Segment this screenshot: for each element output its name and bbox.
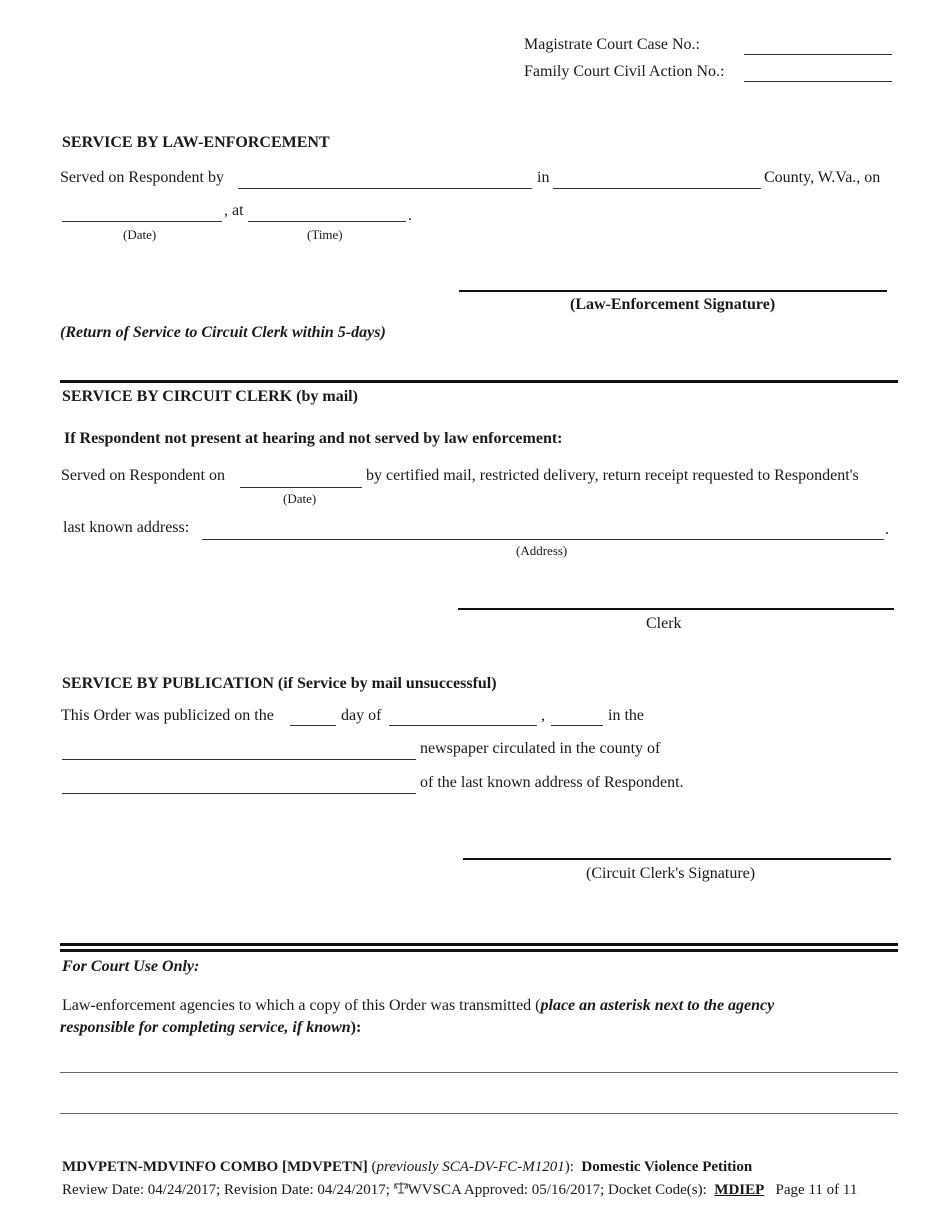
- family-case-field[interactable]: [744, 81, 892, 82]
- magistrate-case-field[interactable]: [744, 54, 892, 55]
- form-code: MDVPETN-MDVINFO COMBO [MDVPETN]: [62, 1159, 368, 1175]
- in-label: in: [537, 169, 550, 186]
- family-case-label: Family Court Civil Action No.:: [524, 63, 725, 80]
- approval-text: WVSCA Approved: 05/16/2017; Docket Code(s):: [407, 1182, 707, 1198]
- court-use-text-emphasis-2: responsible for completing service, if known: [60, 1019, 351, 1036]
- mail-date-caption: (Date): [283, 491, 317, 506]
- court-use-text-line2: [60, 1019, 361, 1037]
- publication-day-field[interactable]: [290, 725, 336, 726]
- publication-month-field[interactable]: [389, 725, 537, 726]
- scale-icon: [394, 1181, 408, 1198]
- footer-paren-open: (: [367, 1159, 377, 1175]
- mail-date-field[interactable]: [240, 487, 362, 488]
- newspaper-label: newspaper circulated in the county of: [420, 740, 661, 757]
- last-known-label: last known address:: [63, 519, 190, 536]
- address-period: .: [885, 521, 889, 538]
- officer-field[interactable]: [238, 188, 532, 189]
- court-use-text-end: ):: [350, 1019, 362, 1036]
- served-on-label: Served on Respondent on: [61, 467, 225, 484]
- time-caption: (Time): [307, 227, 343, 242]
- day-of-label: day of: [341, 707, 382, 724]
- court-use-text-plain: Law-enforcement agencies to which a copy of this Order was transmitted (: [62, 997, 541, 1014]
- law-enforcement-heading: SERVICE BY LAW-ENFORCEMENT: [62, 134, 330, 151]
- last-address-label: of the last known address of Respondent.: [420, 774, 684, 791]
- footer-line-2: [62, 1181, 857, 1199]
- review-dates: Review Date: 04/24/2017; Revision Date: 04/24/2017;: [62, 1182, 390, 1198]
- service-time-field[interactable]: [248, 221, 406, 222]
- double-rule-bottom: [60, 949, 898, 952]
- clerk-caption: Clerk: [646, 615, 682, 632]
- circuit-clerk-heading: SERVICE BY CIRCUIT CLERK (by mail): [62, 388, 358, 405]
- return-note: (Return of Service to Circuit Clerk within 5-days): [60, 324, 386, 341]
- court-use-text-line1: [62, 997, 774, 1015]
- previous-form-code: previously SCA-DV-FC-M1201: [376, 1159, 565, 1175]
- period: .: [408, 207, 412, 224]
- law-enforcement-signature-line[interactable]: [459, 290, 887, 292]
- circuit-clerk-signature-line[interactable]: [463, 858, 891, 860]
- publicized-label: This Order was publicized on the: [61, 707, 274, 724]
- section-divider: [60, 380, 898, 383]
- at-label: , at: [224, 202, 244, 219]
- court-use-text-emphasis-1: place an asterisk next to the agency: [540, 997, 775, 1014]
- date-caption: (Date): [123, 227, 157, 242]
- county-label: County, W.Va., on: [764, 169, 881, 186]
- court-use-heading: For Court Use Only:: [62, 958, 200, 975]
- footer-paren-close: ):: [564, 1159, 574, 1175]
- county-field[interactable]: [553, 188, 761, 189]
- publication-year-field[interactable]: [551, 725, 603, 726]
- circuit-clerk-subheading: If Respondent not present at hearing and not served by law enforcement:: [64, 430, 563, 447]
- publication-comma: ,: [541, 707, 545, 724]
- certified-mail-text: by certified mail, restricted delivery, return receipt requested to Respondent's: [366, 467, 859, 484]
- address-field[interactable]: [202, 539, 884, 540]
- publication-heading: SERVICE BY PUBLICATION (if Service by mail unsuccessful): [62, 675, 497, 692]
- in-the-label: in the: [608, 707, 644, 724]
- page-number: Page 11 of 11: [775, 1182, 858, 1198]
- magistrate-case-label: Magistrate Court Case No.:: [524, 36, 700, 53]
- served-by-label: Served on Respondent by: [60, 169, 224, 186]
- agency-line-1[interactable]: [60, 1072, 898, 1073]
- service-date-field[interactable]: [62, 221, 222, 222]
- publication-county-field[interactable]: [62, 793, 416, 794]
- docket-code: MDIEP: [714, 1182, 765, 1198]
- circuit-clerk-signature-caption: (Circuit Clerk's Signature): [586, 865, 756, 882]
- newspaper-field[interactable]: [62, 759, 416, 760]
- address-caption: (Address): [516, 543, 568, 558]
- law-enforcement-signature-caption: (Law-Enforcement Signature): [570, 296, 776, 313]
- clerk-signature-line[interactable]: [458, 608, 894, 610]
- footer-line-1: [62, 1159, 752, 1176]
- double-rule-top: [60, 943, 898, 946]
- agency-line-2[interactable]: [60, 1113, 898, 1114]
- form-title: Domestic Violence Petition: [581, 1159, 753, 1175]
